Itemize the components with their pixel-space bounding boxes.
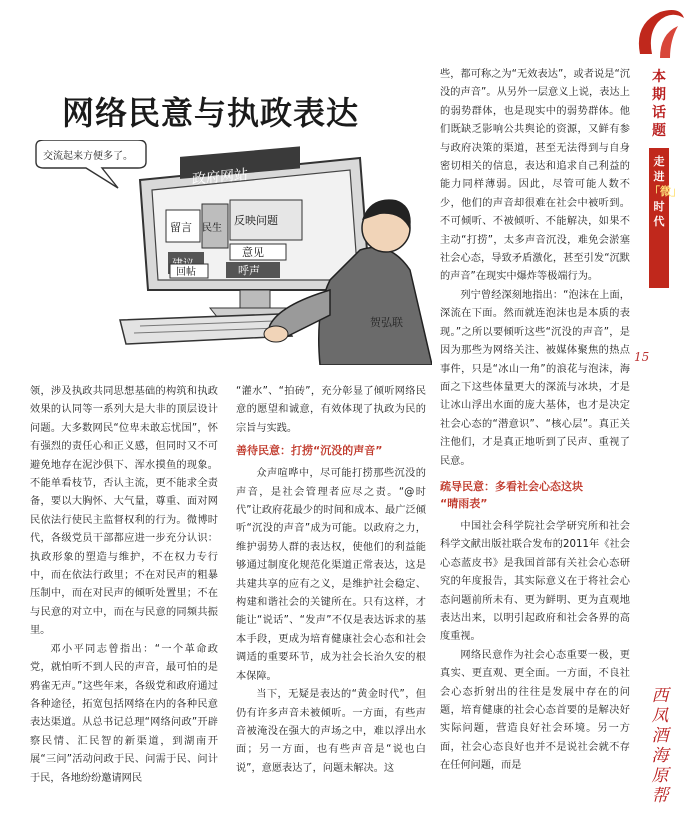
column-title: 本期话题 (652, 69, 666, 139)
magazine-logo-icon (630, 4, 686, 62)
paragraph: “灌水”、“拍砖”，充分彰显了倾听网络民意的愿望和诚意，有效体现了执政为民的宗旨与实践。 (236, 386, 426, 434)
box-fanying: 反映问题 (234, 214, 278, 227)
paragraph: 众声喧哗中，尽可能打捞那些沉没的声音，是社会管理者应尽之责。“@时代”让政府花最少的时间和成本、最广泛倾听“沉没的声音”成为可能。以政府之力，维护弱势人群的表达权，使他们的利益能够通过制度化规范化渠道正常表达，这是共建共享的应有之义，是维护社会稳定、构建和谐社会的关键所在。只有这样，才能让“说话”、“发声”不仅是表达诉求的基本手段，更成为培育健康社会心态和社会调适的重要环节，成为社会长治久安的根本保障。 (236, 468, 426, 682)
speech-bubble (36, 140, 146, 188)
box-liuyan: 留言 (170, 221, 192, 234)
speech-text: 交流起来方便多了。 (43, 151, 133, 162)
section-heading: 善待民意：打捞“沉没的声音” (236, 444, 383, 458)
paragraph: 邓小平同志曾指出：“一个革命政党，就怕听不到人民的声音，最可怕的是鸦雀无声。”这些年来，各级党和政府通过各种途径，拓宽包括网络在内的各种民意表达渠道。从总书记总理“网络问政”开辟察民情、汇民智的新渠道，到湖南开展“三问”活动问政于民、问需于民、问计于民，各地纷纷邀请网民 (30, 643, 218, 784)
box-yijian: 意见 (242, 246, 264, 259)
paragraph: 网络民意作为社会心态重要一极，更真实、更直观、更全面。一方面，不良社会心态折射出的往往是发展中存在的问题，培育健康的社会心态首要的是解决好实际问题，营造良好社会环境。另一方面，社会心态良好也并不是说社会就不存在任何问题，而是 (440, 649, 630, 772)
box-minsheng: 民生 (202, 223, 222, 234)
heading-line-1: 疏导民意：多看社会心态这块 (440, 480, 583, 493)
topic-subtitle (649, 148, 682, 288)
article-column-right-top (440, 66, 630, 471)
paragraph: 中国社会科学院社会学研究所和社会科学文献出版社联合发布的2011年《社会心态蓝皮书》是我国首部有关社会心态研究的年度报告，其实际意义在于将社会心态问题前所未有、更为鲜明、更为直观地表达出来，以明引起政府和社会各界的高度重视。 (440, 521, 630, 643)
cartoon-illustration (30, 140, 432, 365)
brand-mark: 西凤酒海原帮 (651, 686, 669, 806)
section-heading (440, 478, 630, 512)
screen-title: 政府网站 (192, 166, 248, 188)
article-column-1 (30, 383, 218, 788)
box-huitie: 回帖 (176, 267, 196, 278)
artist-signature: 贺弘联 (370, 316, 403, 329)
subtitle-emphasis: 「微」 (649, 185, 682, 198)
article-column-2 (236, 383, 426, 778)
paragraph: 些，都可称之为“无效表达”，或者说是“沉没的声音”。从另外一层意义上说，表达上的弱势群体，也是现实中的弱势群体。他们既缺乏影响公共舆论的资源，又鲜有参与政府决策的渠道，甚至无法得到与自身密切相关的信息，表达和追求自己利益的能力同样薄弱。因此，尽管可能人数不少，他们的声音却很难在社会中被听到。不可倾听、不被倾听、不能解决，如果不主动“打捞”，太多声音沉没，难免会淤塞社会心态，导致矛盾激化，甚至引发“沉默的声音”在现实中爆炸等极端行为。 (440, 69, 630, 283)
paragraph: 领，涉及执政共同思想基础的构筑和执政效果的认同等一系列大是大非的顶层设计问题。大多数网民“位卑未敢忘忧国”，怀有强烈的责任心和正义感，但同时又不可避免地存在泥沙俱下、浑水摸鱼的现象。不能单看枝节，否认主流，更不能求全责备，要以大胸怀、大气量，尊重、面对网民依法行使民主监督权利的行为。微博时代，各级党员干部都应进一步充分认识：执政形象的塑造与维护，不在权力专行中，而在依法行政里；不在对民声的粗暴压制中，而在对民声的倾听处置里；不在与民意的对立中，而在与民意的同频共振里。 (30, 386, 218, 637)
paragraph: 当下，无疑是表达的“黄金时代”，但仍有许多声音未被倾听。一方面，有些声音被淹没在强大的声场之中，难以浮出水面；另一方面，也有些声音是“说也白说”，意愿表达了，问题未解决。这 (236, 689, 426, 774)
article-title: 网络民意与执政表达 (62, 94, 360, 132)
subtitle-post: 时代 (653, 200, 665, 228)
subtitle-pre: 走进 (653, 155, 665, 183)
heading-line-2: “晴雨表” (440, 497, 488, 510)
box-husheng: 呼声 (238, 264, 260, 277)
page-number: 15 (634, 350, 650, 364)
article-column-3 (440, 478, 630, 776)
paragraph: 列宁曾经深刻地指出：“泡沫在上面，深流在下面。然而就连泡沫也是本质的表现。”之所以要倾听这些“沉没的声音”，是因为那些为网络关注、被媒体聚焦的热点事件，只是“冰山一角”的浪花与泡沫，海面之下这些体量更大的深流与冰块，才是让冰山浮出水面的庞大基体，也才是决定社会心态的“潜意识”、“核心层”。真正关注他们，才是真正地听到了民声、重视了民意。 (440, 289, 630, 467)
